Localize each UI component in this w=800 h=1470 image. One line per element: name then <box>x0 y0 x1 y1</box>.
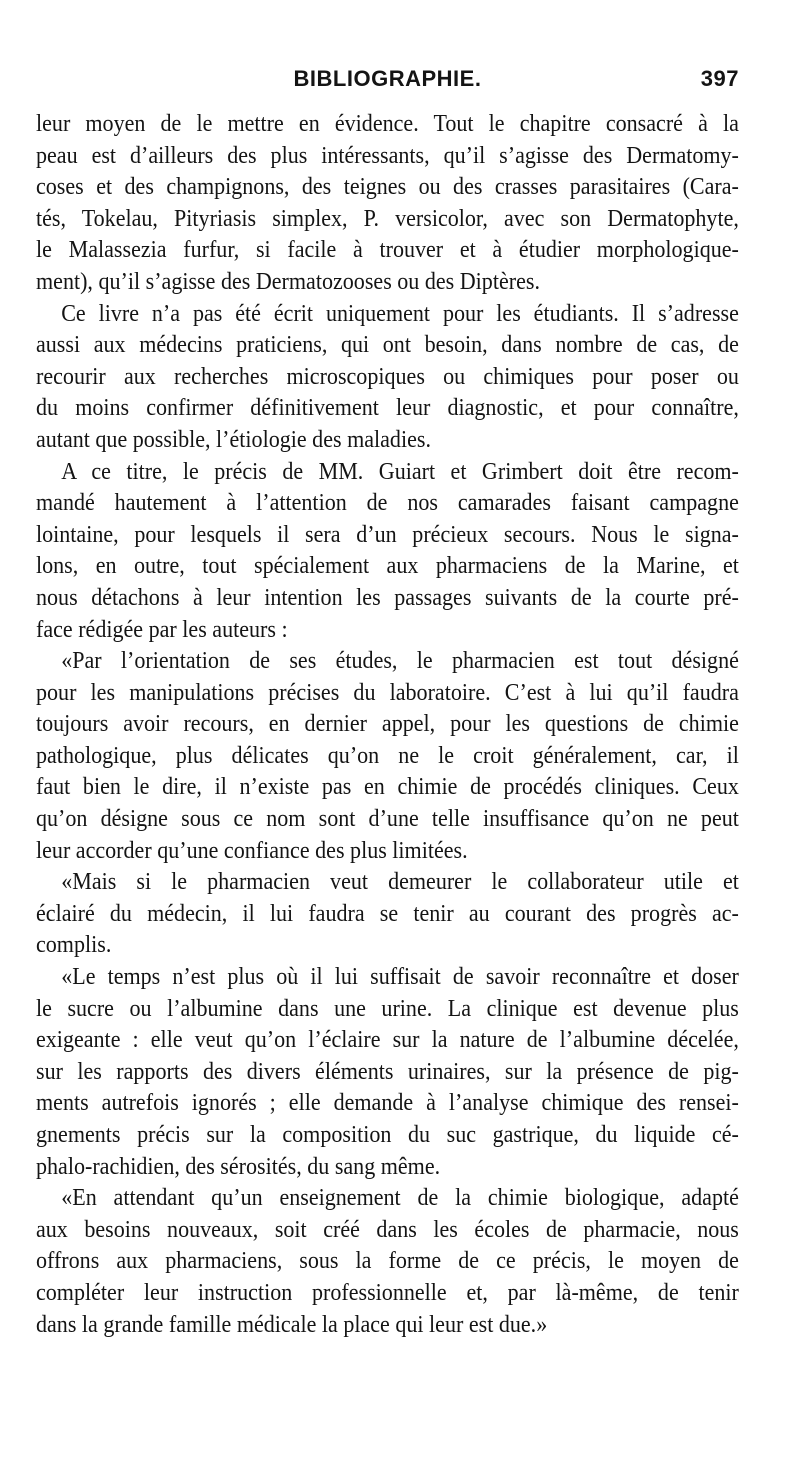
text-line: le Malassezia furfur, si facile à trouver et à étudier morphologique- <box>36 236 739 264</box>
text-line: phalo-rachidien, des sérosités, du sang même. <box>36 1152 441 1180</box>
text-line: leur moyen de le mettre en évidence. Tout le chapitre consacré à la <box>36 110 739 137</box>
text-line: leur accorder qu’une confiance des plus limitées. <box>36 836 468 864</box>
text-line: peau est d’ailleurs des plus intéressants, qu’il s’agisse des Dermatomy- <box>36 141 739 169</box>
text-line: recourir aux recherches microscopiques ou chimiques pour poser ou <box>36 362 739 390</box>
text-line: mandé hautement à l’attention de nos camarades faisant campagne <box>36 489 739 517</box>
text-line: sur les rapports des divers éléments urinaires, sur la présence de pig- <box>36 1057 739 1085</box>
text-line: «Mais si le pharmacien veut demeurer le collaborateur utile et <box>61 868 739 896</box>
text-line: éclairé du médecin, il lui faudra se tenir au courant des progrès ac- <box>36 899 739 927</box>
text-line: le sucre ou l’albumine dans une urine. La clinique est devenue plus <box>36 994 739 1022</box>
text-line: du moins confirmer définitivement leur diagnostic, et pour connaître, <box>36 394 739 422</box>
text-line: qu’on désigne sous ce nom sont d’une telle insuffisance qu’on ne peut <box>36 805 739 833</box>
text-line: Ce livre n’a pas été écrit uniquement pour les étudiants. Il s’adresse <box>61 299 739 327</box>
text-line: «En attendant qu’un enseignement de la chimie biologique, adapté <box>61 1184 739 1212</box>
body-text <box>36 108 739 1340</box>
text-line: compléter leur instruction professionnelle et, par là-même, de tenir <box>36 1278 739 1306</box>
text-line: pour les manipulations précises du laboratoire. C’est à lui qu’il faudra <box>36 678 739 706</box>
page-number: 397 <box>700 66 739 91</box>
text-line: «Par l’orientation de ses études, le pharmacien est tout désigné <box>61 647 739 675</box>
running-header <box>36 62 739 98</box>
text-line: A ce titre, le précis de MM. Guiart et Grimbert doit être recom- <box>61 457 739 485</box>
text-line: faut bien le dire, il n’existe pas en chimie de procédés cliniques. Ceux <box>36 773 739 801</box>
text-line: ment), qu’il s’agisse des Dermatozooses ou des Diptères. <box>36 267 540 295</box>
text-line: nous détachons à leur intention les passages suivants de la courte pré- <box>36 583 739 611</box>
text-line: «Le temps n’est plus où il lui suffisait de savoir reconnaître et doser <box>61 963 739 991</box>
text-line: autant que possible, l’étiologie des maladies. <box>36 425 431 453</box>
text-line: tés, Tokelau, Pityriasis simplex, P. versicolor, avec son Dermatophyte, <box>36 204 739 232</box>
text-line: coses et des champignons, des teignes ou des crasses parasitaires (Cara- <box>36 173 739 201</box>
text-line: face rédigée par les auteurs : <box>36 615 288 643</box>
text-line: offrons aux pharmaciens, sous la forme de ce précis, le moyen de <box>36 1247 739 1275</box>
text-line: dans la grande famille médicale la place qui leur est due.» <box>36 1310 548 1338</box>
text-line: toujours avoir recours, en dernier appel, pour les questions de chimie <box>36 710 739 738</box>
text-line: complis. <box>36 931 112 959</box>
text-lines <box>36 108 739 1340</box>
text-line: lointaine, pour lesquels il sera d’un précieux secours. Nous le signa- <box>36 520 739 548</box>
text-line: gnements précis sur la composition du suc gastrique, du liquide cé- <box>36 1121 739 1148</box>
text-line: lons, en outre, tout spécialement aux pharmaciens de la Marine, et <box>36 552 739 580</box>
running-title: BIBLIOGRAPHIE. <box>293 66 482 91</box>
text-line: aux besoins nouveaux, soit créé dans les écoles de pharmacie, nous <box>36 1215 739 1243</box>
text-line: exigeante : elle veut qu’on l’éclaire sur la nature de l’albumine décelée, <box>36 1026 739 1054</box>
text-line: ments autrefois ignorés ; elle demande à l’analyse chimique des rensei- <box>36 1089 739 1117</box>
text-line: pathologique, plus délicates qu’on ne le croit généralement, car, il <box>36 741 739 769</box>
text-line: aussi aux médecins praticiens, qui ont besoin, dans nombre de cas, de <box>36 331 739 359</box>
